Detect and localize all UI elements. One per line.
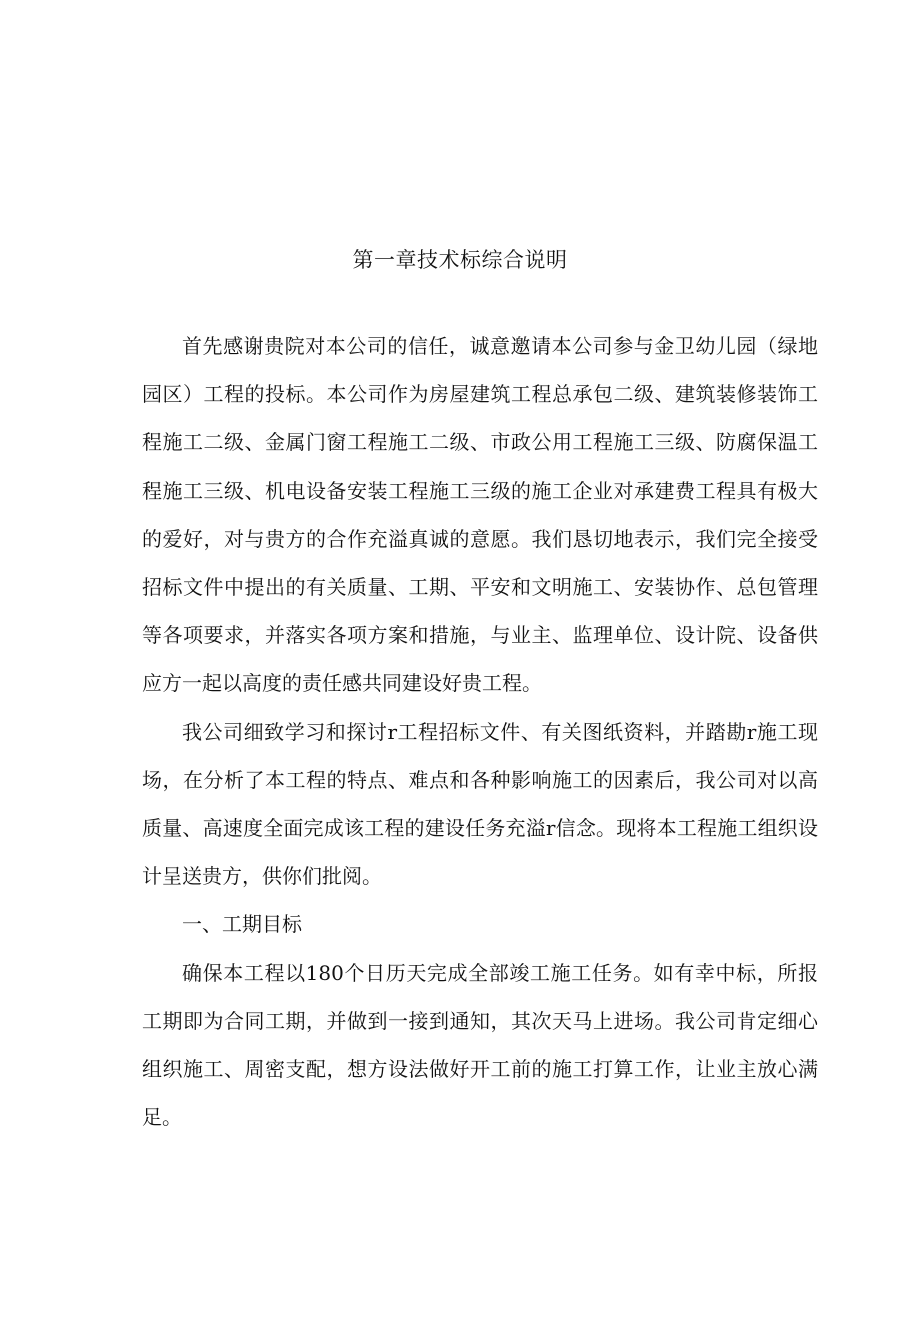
schedule-paragraph: 确保本工程以180个日历天完成全部竣工施工任务。如有幸中标，所报工期即为合同工期，并做到一接到通知，其次天马上进场。我公司肯定细心组织施工、周密支配，想方设法做好开工前的施工打算工作，让业主放心满足。 — [142, 960, 818, 1130]
intro-paragraph: 首先感谢贵院对本公司的信任，诚意邀请本公司参与金卫幼儿园（绿地园区）工程的投标。本公司作为房屋建筑工程总承包二级、建筑装修装饰工程施工二级、金属门窗工程施工二级、市政公用工程施工三级、防腐保温工程施工三级、机电设备安装工程施工三级的施工企业对承建费工程具有极大的爱好，对与贵方的合作充溢真诚的意愿。我们恳切地表示，我们完全接受招标文件中提出的有关质量、工期、平安和文明施工、安装协作、总包管理等各项要求，并落实各项方案和措施，与业主、监理单位、设计院、设备供应方一起以高度的责任感共同建设好贵工程。 — [142, 334, 818, 696]
chapter-title: 第一章技术标综合说明 — [352, 248, 568, 272]
section-heading-schedule-goal: 一、工期目标 — [182, 912, 302, 937]
study-paragraph: 我公司细致学习和探讨r工程招标文件、有关图纸资料，并踏勘r施工现场，在分析了本工程的特点、难点和各种影响施工的因素后，我公司对以高质量、高速度全面完成该工程的建设任务充溢r信念。现将本工程施工组织设计呈送贵方，供你们批阅。 — [142, 719, 818, 889]
document-body — [142, 322, 818, 1141]
